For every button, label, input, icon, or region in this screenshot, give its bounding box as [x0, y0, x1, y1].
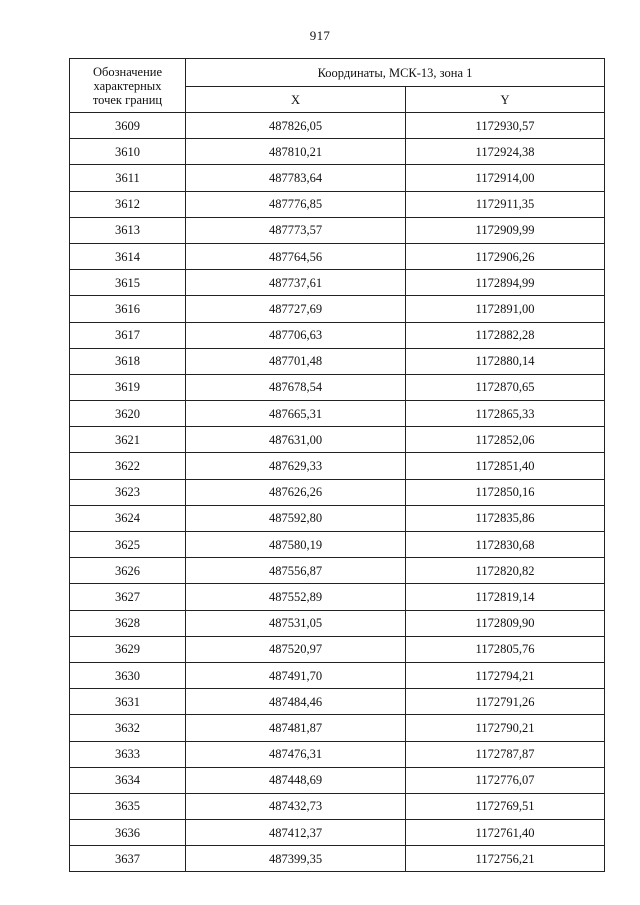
y-coordinate-cell: 1172850,16 [406, 479, 605, 505]
table-row [70, 322, 605, 348]
y-coordinate-cell: 1172870,65 [406, 374, 605, 400]
y-coordinate-cell: 1172909,99 [406, 217, 605, 243]
x-coordinate-cell: 487727,69 [186, 296, 406, 322]
table-row [70, 348, 605, 374]
point-id-cell: 3619 [70, 374, 186, 400]
y-coordinate-cell: 1172880,14 [406, 348, 605, 374]
table-row [70, 374, 605, 400]
x-coordinate-cell: 487810,21 [186, 139, 406, 165]
y-coordinate-cell: 1172924,38 [406, 139, 605, 165]
table-row [70, 558, 605, 584]
table-row [70, 191, 605, 217]
designation-header [70, 59, 186, 113]
y-coordinate-cell: 1172830,68 [406, 532, 605, 558]
x-coordinate-cell: 487737,61 [186, 270, 406, 296]
point-id-cell: 3612 [70, 191, 186, 217]
designation-header-line: характерных [93, 78, 162, 93]
table-row [70, 165, 605, 191]
y-coordinate-cell: 1172906,26 [406, 243, 605, 269]
point-id-cell: 3627 [70, 584, 186, 610]
point-id-cell: 3631 [70, 689, 186, 715]
y-coordinate-cell: 1172791,26 [406, 689, 605, 715]
point-id-cell: 3626 [70, 558, 186, 584]
table-row [70, 689, 605, 715]
point-id-cell: 3618 [70, 348, 186, 374]
table-row [70, 820, 605, 846]
table-row [70, 296, 605, 322]
table-row [70, 793, 605, 819]
point-id-cell: 3615 [70, 270, 186, 296]
x-coordinate-cell: 487701,48 [186, 348, 406, 374]
y-coordinate-cell: 1172882,28 [406, 322, 605, 348]
page-number: 917 [309, 28, 331, 43]
y-coordinate-cell: 1172852,06 [406, 427, 605, 453]
point-id-cell: 3621 [70, 427, 186, 453]
x-coordinate-cell: 487476,31 [186, 741, 406, 767]
table-row [70, 217, 605, 243]
point-id-cell: 3637 [70, 846, 186, 872]
y-coordinate-cell: 1172790,21 [406, 715, 605, 741]
coordinates-system-header: Координаты, МСК-13, зона 1 [186, 59, 605, 87]
x-coordinate-cell: 487412,37 [186, 820, 406, 846]
y-coordinate-cell: 1172756,21 [406, 846, 605, 872]
y-coordinate-cell: 1172894,99 [406, 270, 605, 296]
y-column-header: Y [406, 87, 605, 113]
table-row [70, 139, 605, 165]
y-coordinate-cell: 1172891,00 [406, 296, 605, 322]
table-row [70, 636, 605, 662]
x-coordinate-cell: 487484,46 [186, 689, 406, 715]
y-coordinate-cell: 1172787,87 [406, 741, 605, 767]
y-coordinate-cell: 1172820,82 [406, 558, 605, 584]
table-header [70, 59, 605, 113]
y-coordinate-cell: 1172769,51 [406, 793, 605, 819]
table-row [70, 741, 605, 767]
x-coordinate-cell: 487826,05 [186, 113, 406, 139]
x-coordinate-cell: 487678,54 [186, 374, 406, 400]
x-coordinate-cell: 487773,57 [186, 217, 406, 243]
table-row [70, 479, 605, 505]
coordinates-table [69, 58, 605, 872]
x-coordinate-cell: 487706,63 [186, 322, 406, 348]
table-row [70, 401, 605, 427]
y-coordinate-cell: 1172809,90 [406, 610, 605, 636]
table-row [70, 427, 605, 453]
point-id-cell: 3625 [70, 532, 186, 558]
point-id-cell: 3634 [70, 767, 186, 793]
point-id-cell: 3614 [70, 243, 186, 269]
x-coordinate-cell: 487631,00 [186, 427, 406, 453]
x-coordinate-cell: 487580,19 [186, 532, 406, 558]
y-coordinate-cell: 1172865,33 [406, 401, 605, 427]
point-id-cell: 3629 [70, 636, 186, 662]
x-coordinate-cell: 487556,87 [186, 558, 406, 584]
point-id-cell: 3616 [70, 296, 186, 322]
point-id-cell: 3617 [70, 322, 186, 348]
point-id-cell: 3620 [70, 401, 186, 427]
x-coordinate-cell: 487491,70 [186, 662, 406, 688]
x-coordinate-cell: 487432,73 [186, 793, 406, 819]
point-id-cell: 3610 [70, 139, 186, 165]
x-coordinate-cell: 487481,87 [186, 715, 406, 741]
x-coordinate-cell: 487776,85 [186, 191, 406, 217]
point-id-cell: 3611 [70, 165, 186, 191]
table-row [70, 243, 605, 269]
designation-header-line: Обозначение [92, 64, 163, 79]
point-id-cell: 3632 [70, 715, 186, 741]
point-id-cell: 3635 [70, 793, 186, 819]
x-coordinate-cell: 487399,35 [186, 846, 406, 872]
y-coordinate-cell: 1172819,14 [406, 584, 605, 610]
x-column-header: X [186, 87, 406, 113]
x-coordinate-cell: 487665,31 [186, 401, 406, 427]
point-id-cell: 3609 [70, 113, 186, 139]
x-coordinate-cell: 487531,05 [186, 610, 406, 636]
table-row [70, 767, 605, 793]
x-coordinate-cell: 487592,80 [186, 505, 406, 531]
table-row [70, 610, 605, 636]
x-coordinate-cell: 487764,56 [186, 243, 406, 269]
y-coordinate-cell: 1172776,07 [406, 767, 605, 793]
x-coordinate-cell: 487783,64 [186, 165, 406, 191]
point-id-cell: 3613 [70, 217, 186, 243]
table-body [70, 113, 605, 872]
x-coordinate-cell: 487552,89 [186, 584, 406, 610]
point-id-cell: 3630 [70, 662, 186, 688]
x-coordinate-cell: 487448,69 [186, 767, 406, 793]
table-row [70, 846, 605, 872]
table-row [70, 453, 605, 479]
y-coordinate-cell: 1172930,57 [406, 113, 605, 139]
table-row [70, 270, 605, 296]
y-coordinate-cell: 1172761,40 [406, 820, 605, 846]
y-coordinate-cell: 1172851,40 [406, 453, 605, 479]
table-row [70, 113, 605, 139]
table-row [70, 505, 605, 531]
y-coordinate-cell: 1172805,76 [406, 636, 605, 662]
point-id-cell: 3623 [70, 479, 186, 505]
point-id-cell: 3636 [70, 820, 186, 846]
point-id-cell: 3622 [70, 453, 186, 479]
x-coordinate-cell: 487629,33 [186, 453, 406, 479]
designation-header-line: точек границ [92, 92, 163, 107]
y-coordinate-cell: 1172794,21 [406, 662, 605, 688]
point-id-cell: 3624 [70, 505, 186, 531]
y-coordinate-cell: 1172914,00 [406, 165, 605, 191]
point-id-cell: 3633 [70, 741, 186, 767]
table-row [70, 715, 605, 741]
table-row [70, 584, 605, 610]
table-row [70, 532, 605, 558]
x-coordinate-cell: 487626,26 [186, 479, 406, 505]
y-coordinate-cell: 1172835,86 [406, 505, 605, 531]
x-coordinate-cell: 487520,97 [186, 636, 406, 662]
point-id-cell: 3628 [70, 610, 186, 636]
y-coordinate-cell: 1172911,35 [406, 191, 605, 217]
table-row [70, 662, 605, 688]
